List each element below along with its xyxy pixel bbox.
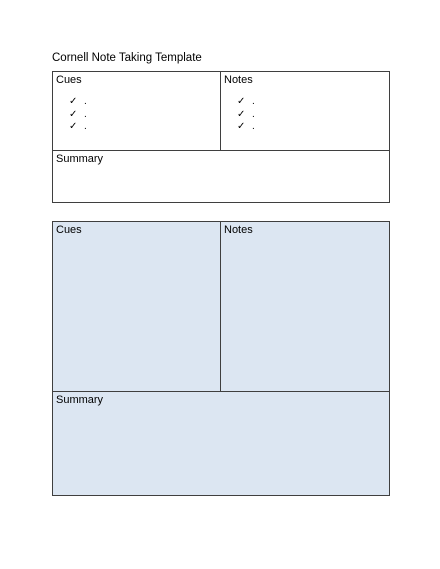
cues-label: Cues <box>56 74 82 86</box>
summary-cell <box>53 392 390 496</box>
notes-checklist <box>224 96 386 134</box>
cues-label: Cues <box>56 224 82 236</box>
cues-cell <box>53 72 221 151</box>
summary-cell <box>53 151 390 203</box>
list-item-text: . <box>252 121 255 132</box>
list-item <box>237 109 386 122</box>
cornell-table-top <box>52 71 390 203</box>
list-item-text: . <box>252 96 255 107</box>
list-item-text: . <box>84 96 87 107</box>
check-icon: ✓ <box>69 96 78 107</box>
cornell-table-bottom <box>52 221 390 496</box>
check-icon: ✓ <box>237 96 246 107</box>
summary-label: Summary <box>56 153 104 165</box>
list-item <box>69 109 217 122</box>
notes-label: Notes <box>224 224 253 236</box>
check-icon: ✓ <box>237 121 246 132</box>
check-icon: ✓ <box>69 108 78 120</box>
notes-cell <box>221 72 390 151</box>
document-title: Cornell Note Taking Template <box>52 52 202 64</box>
list-item-text: . <box>84 108 87 120</box>
list-item <box>237 121 386 134</box>
notes-label: Notes <box>224 74 253 86</box>
list-item <box>237 96 386 109</box>
check-icon: ✓ <box>237 108 246 120</box>
summary-label: Summary <box>56 394 104 406</box>
check-icon: ✓ <box>69 121 78 132</box>
list-item <box>69 96 217 109</box>
notes-cell <box>221 222 390 392</box>
list-item-text: . <box>84 121 87 132</box>
cues-checklist <box>56 96 217 134</box>
cues-cell <box>53 222 221 392</box>
list-item-text: . <box>252 108 255 120</box>
list-item <box>69 121 217 134</box>
